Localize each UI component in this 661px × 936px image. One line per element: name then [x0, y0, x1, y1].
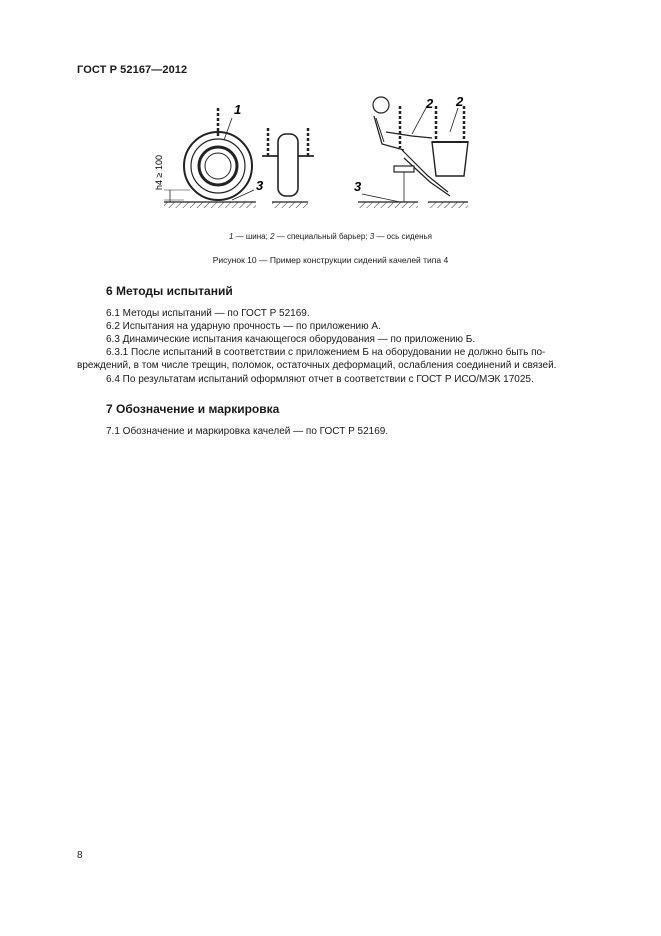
- paragraph-6-4: 6.4 По результатам испытаний оформляют отчет в соответствии с ГОСТ Р ИСО/МЭК 17025.: [106, 374, 534, 385]
- paragraph-6-3-1-line-1: 6.3.1 После испытаний в соответствии с приложением Б на оборудовании не должно быть по-: [106, 347, 546, 358]
- section-7-heading: 7 Обозначение и маркировка: [106, 402, 280, 416]
- label-1: 1: [234, 102, 242, 117]
- figure-caption: Рисунок 10 — Пример конструкции сидений качелей типа 4: [212, 255, 449, 265]
- label-2-barrier: 2: [426, 96, 434, 111]
- document-header: ГОСТ Р 52167—2012: [77, 64, 188, 76]
- tire-seat-side-view: [262, 128, 314, 208]
- swing-seat-figure: [150, 92, 470, 220]
- paragraph-6-2: 6.2 Испытания на ударную прочность — по приложению А.: [106, 321, 381, 332]
- figure-legend: 1 — шина; 2 — специальный барьер; 3 — ось сиденья: [228, 232, 433, 241]
- label-3-seat: 3: [354, 179, 362, 194]
- dimension-label: h4 ≥ 100: [154, 155, 164, 190]
- paragraph-7-1: 7.1 Обозначение и маркировка качелей — по ГОСТ Р 52169.: [106, 426, 389, 437]
- paragraph-6-3: 6.3 Динамические испытания качающегося оборудования — по приложению Б.: [106, 334, 476, 345]
- page-number: 8: [77, 850, 83, 861]
- section-6-heading: 6 Методы испытаний: [106, 284, 233, 298]
- label-3-tire: 3: [256, 178, 264, 193]
- seat-side-view: [428, 94, 468, 208]
- label-2-seat: 2: [456, 94, 464, 109]
- paragraph-6-3-1-line-2: вреждений, в том числе трещин, поломок, остаточных деформаций, ослабления соединений и связей.: [77, 360, 557, 371]
- paragraph-6-1: 6.1 Методы испытаний — по ГОСТ Р 52169.: [106, 308, 310, 319]
- tire-seat-front-view: [154, 102, 264, 208]
